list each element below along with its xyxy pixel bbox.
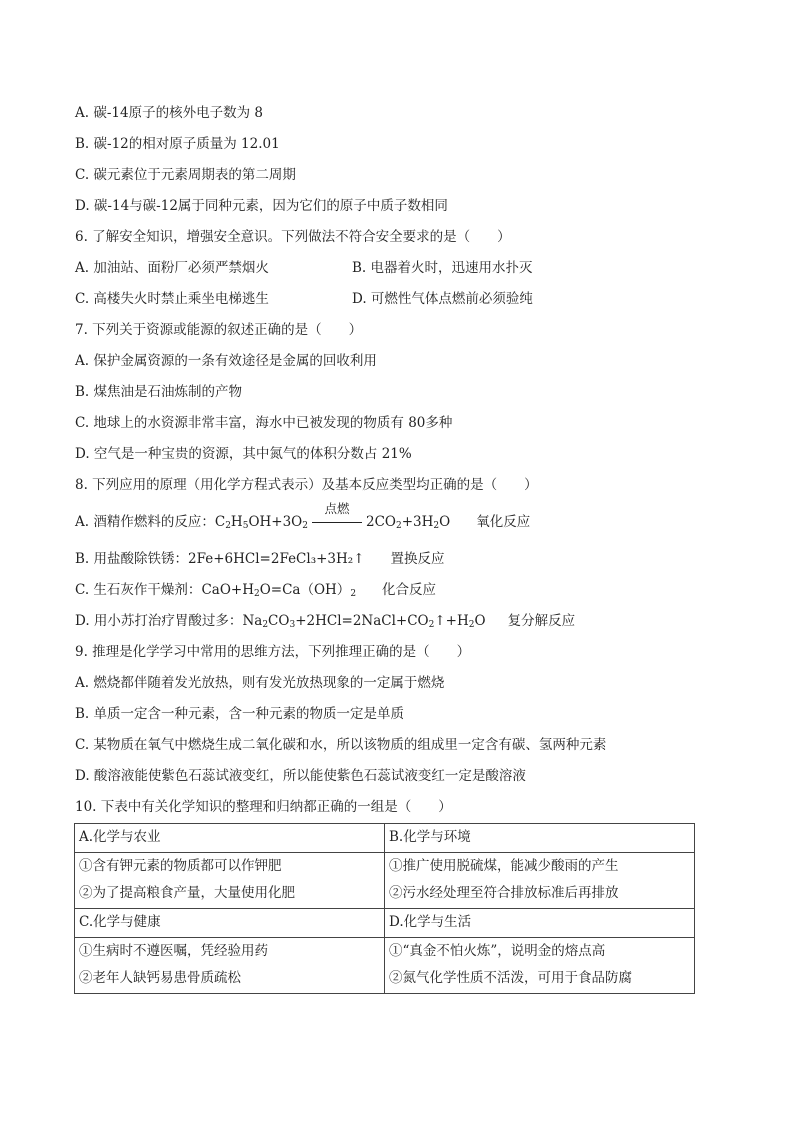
table-d-item-2: ②氮气化学性质不活泼，可用于食品防腐 — [389, 970, 632, 986]
q8-option-c-type: 化合反应 — [382, 582, 437, 598]
table-cell-d-body — [385, 938, 695, 994]
q7-option-c: C. 地球上的水资源非常丰富，海水中已被发现的物质有 80多种 — [75, 415, 453, 431]
q8-option-d-equation: $Na_2CO_3+2HCl=2NaCl+CO_2↑+H_2O$ — [242, 613, 486, 630]
q8-option-d-prefix: D. 用小苏打治疗胃酸过多： — [75, 613, 243, 629]
table-d-item-1: ①“真金不怕火炼”，说明金的熔点高 — [389, 943, 606, 959]
q7-option-b: B. 煤焦油是石油炼制的产物 — [75, 384, 243, 400]
q8-option-c-equation: $CaO+H_2O=Ca(OH)_2$ — [201, 582, 357, 599]
q8-option-b-type: 置换反应 — [390, 551, 445, 567]
q8-option-b — [75, 550, 445, 568]
table-cell-a-body — [75, 853, 385, 909]
table-b-item-1: ①推广使用脱硫煤，能减少酸雨的产生 — [389, 858, 619, 874]
q8-option-a — [75, 501, 531, 535]
table-c-item-1: ①生病时不遵医嘱，凭经验用药 — [79, 943, 268, 959]
table-cell-d-head: D.化学与生活 — [385, 909, 695, 938]
reaction-condition-arrow — [312, 501, 362, 526]
table-cell-c-body — [75, 938, 385, 994]
table-cell-a-head: A.化学与农业 — [75, 824, 385, 853]
q5-option-c: C. 碳元素位于元素周期表的第二周期 — [75, 167, 296, 183]
q9-option-c: C. 某物质在氧气中燃烧生成二氧化碳和水，所以该物质的组成里一定含有碳、氢两种元素 — [75, 737, 607, 753]
table-cell-b-head: B.化学与环境 — [385, 824, 695, 853]
q8-option-a-reactants: $C_2H_5OH+3O_2$ — [214, 514, 308, 531]
q6-option-d: D. 可燃性气体点燃前必须验纯 — [352, 291, 533, 307]
q9-option-b: B. 单质一定含一种元素，含一种元素的物质一定是单质 — [75, 706, 405, 722]
table-cell-b-body — [385, 853, 695, 909]
table-b-item-2: ②污水经处理至符合排放标准后再排放 — [389, 885, 619, 901]
q7-option-a: A. 保护金属资源的一条有效途径是金属的回收利用 — [75, 353, 377, 369]
q8-option-a-prefix: A. 酒精作燃料的反应： — [75, 514, 215, 530]
q6-stem: 6. 了解安全知识，增强安全意识。下列做法不符合安全要求的是（ ） — [75, 229, 511, 245]
reaction-condition-label: 点燃 — [324, 501, 350, 516]
q8-stem: 8. 下列应用的原理（用化学方程式表示）及基本反应类型均正确的是（ ） — [75, 477, 538, 493]
q9-option-a: A. 燃烧都伴随着发光放热，则有发光放热现象的一定属于燃烧 — [75, 675, 445, 691]
table-cell-c-head: C.化学与健康 — [75, 909, 385, 938]
q8-option-b-prefix: B. 用盐酸除铁锈： — [75, 551, 189, 567]
q5-option-d: D. 碳-14与碳-12属于同种元素，因为它们的原子中质子数相同 — [75, 198, 448, 214]
q8-option-d — [75, 612, 575, 634]
q6-option-b: B. 电器着火时，迅速用水扑灭 — [352, 260, 533, 276]
table-a-item-1: ①含有钾元素的物质都可以作钾肥 — [79, 858, 282, 874]
q7-option-d: D. 空气是一种宝贵的资源，其中氮气的体积分数占 21% — [75, 446, 412, 462]
q9-option-d: D. 酸溶液能使紫色石蕊试液变红，所以能使紫色石蕊试液变红一定是酸溶液 — [75, 768, 526, 784]
q6-option-c: C. 高楼失火时禁止乘坐电梯逃生 — [75, 291, 269, 307]
q7-stem: 7. 下列关于资源或能源的叙述正确的是（ ） — [75, 322, 363, 338]
q8-option-b-equation: 2Fe+6HCl=2FeCl₃+3H₂↑ — [188, 551, 365, 567]
q8-option-c-prefix: C. 生石灰作干燥剂： — [75, 582, 202, 598]
q8-option-a-products: $2CO_2+3H_2O$ — [365, 514, 451, 531]
q8-option-d-type: 复分解反应 — [507, 613, 576, 629]
table-a-item-2: ②为了提高粮食产量，大量使用化肥 — [79, 885, 295, 901]
table-c-item-2: ②老年人缺钙易患骨质疏松 — [79, 970, 241, 986]
q8-option-a-type: 氧化反应 — [476, 514, 531, 530]
q6-option-a: A. 加油站、面粉厂必须严禁烟火 — [75, 260, 269, 276]
q5-option-a: A. 碳-14原子的核外电子数为 8 — [75, 105, 263, 121]
q5-option-b: B. 碳-12的相对原子质量为 12.01 — [75, 136, 280, 152]
q8-option-c — [75, 581, 436, 603]
knowledge-table — [74, 823, 695, 994]
q9-stem: 9. 推理是化学学习中常用的思维方法，下列推理正确的是（ ） — [75, 644, 471, 660]
q10-stem: 10. 下表中有关化学知识的整理和归纳都正确的一组是（ ） — [75, 799, 452, 815]
